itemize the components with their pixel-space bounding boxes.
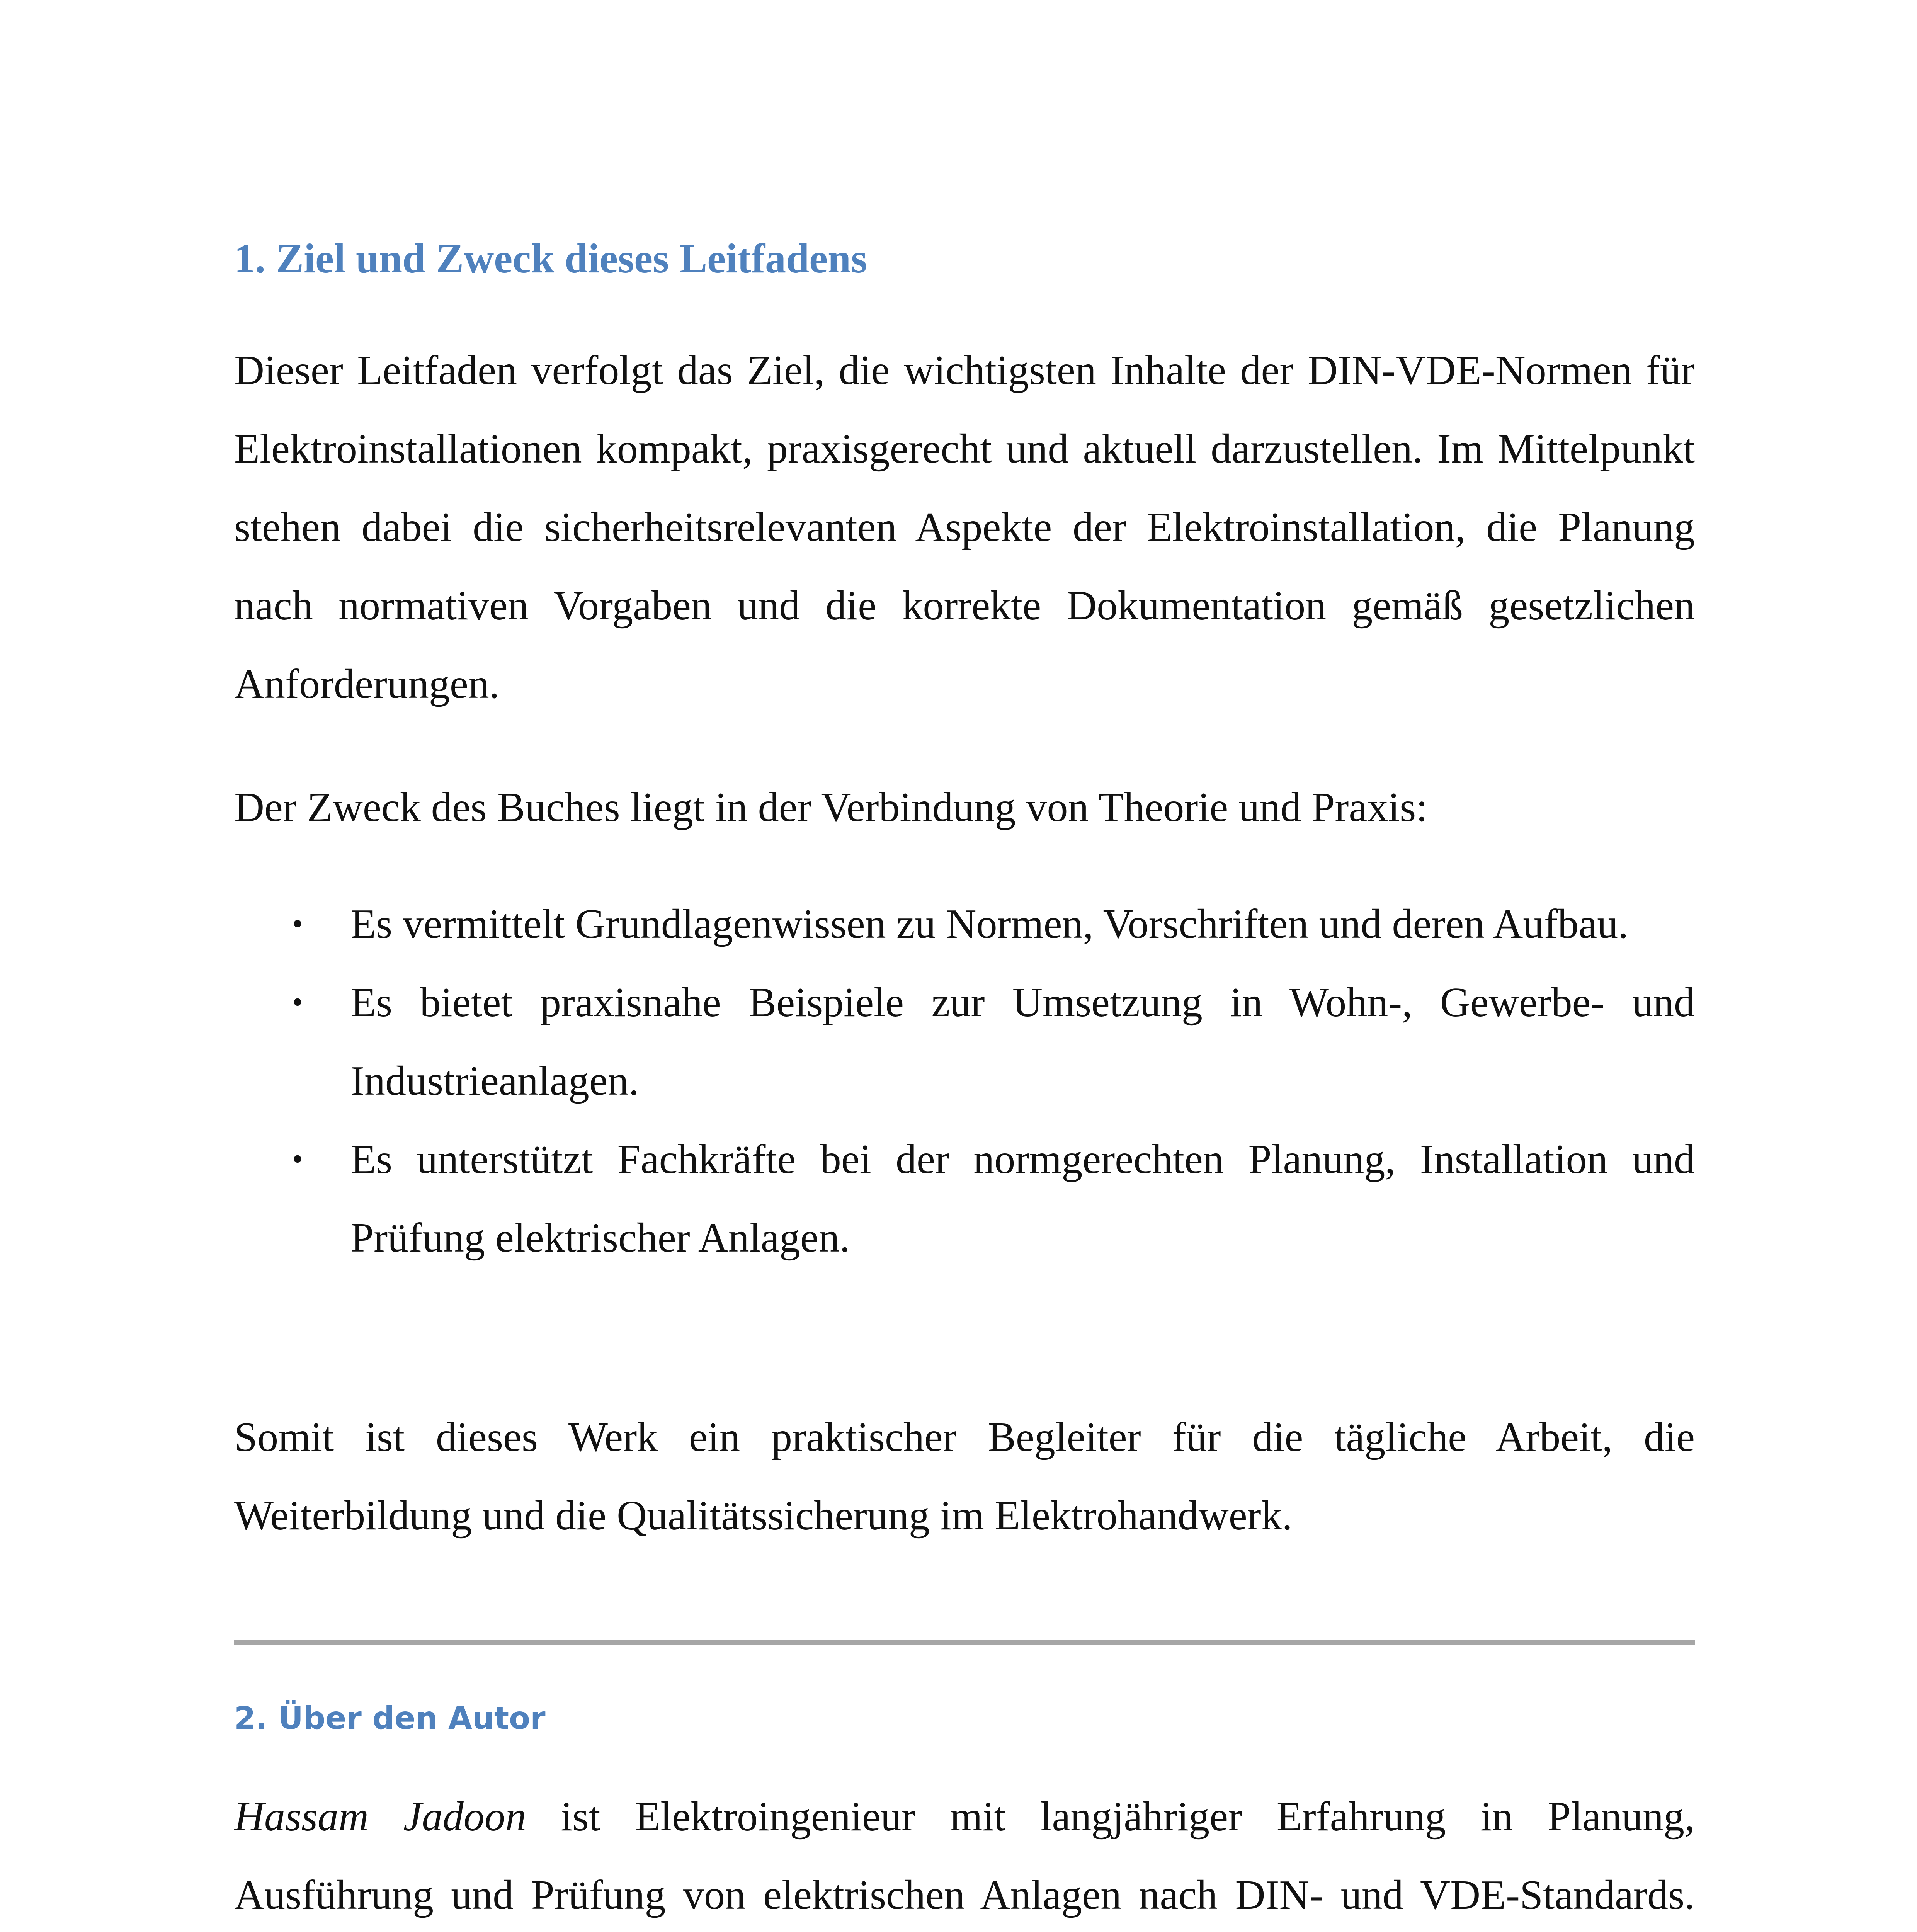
- section-1-heading: 1. Ziel und Zweck dieses Leitfadens: [234, 236, 867, 282]
- section-1-paragraph-3: Somit ist dieses Werk ein praktischer Begleiter für die tägliche Arbeit, die Weiterbildung und die Qualitätssicherung im Elektrohandwerk.: [234, 1414, 1695, 1539]
- purpose-bullet-list: [234, 885, 1695, 1277]
- section-1-paragraph-1: Dieser Leitfaden verfolgt das Ziel, die wichtigsten Inhalte der DIN-VDE-Normen für Elektroinstallationen kompakt, praxisgerecht und aktuell darzustellen. Im Mittelpunkt stehen dabei die sicherheitsrelevanten Aspekte der Elektroinstallation, die Planung nach normativen Vorgaben und die korrekte Dokumentation gemäß gesetzlichen Anforderungen.: [234, 347, 1695, 707]
- bullet-dot-icon: •: [292, 907, 303, 941]
- author-bio-text: ist Elektroingenieur mit langjähriger Erfahrung in Planung, Ausführung und Prüfung von elektrischen Anlagen nach DIN- und VDE-Standards.: [234, 1794, 1695, 1918]
- bullet-text: Es unterstützt Fachkräfte bei der normgerechten Planung, Installation und Prüfung elektrischer Anlagen.: [350, 1136, 1695, 1261]
- bullet-item: [234, 885, 1695, 963]
- section-2-paragraph-1: [234, 1777, 1695, 1932]
- author-name: Hassam Jadoon: [234, 1794, 526, 1840]
- bullet-text: Es bietet praxisnahe Beispiele zur Umsetzung in Wohn-, Gewerbe- und Industrieanlagen.: [350, 980, 1695, 1104]
- bullet-dot-icon: •: [292, 985, 303, 1019]
- section-divider: [234, 1640, 1695, 1645]
- bullet-item: [234, 963, 1695, 1120]
- bullet-dot-icon: •: [292, 1142, 303, 1176]
- bullet-item: [234, 1120, 1695, 1277]
- section-2-heading: 2. Über den Autor: [234, 1700, 546, 1736]
- bullet-text: Es vermittelt Grundlagenwissen zu Normen, Vorschriften und deren Aufbau.: [350, 901, 1629, 947]
- section-1-paragraph-2: Der Zweck des Buches liegt in der Verbindung von Theorie und Praxis:: [234, 784, 1428, 830]
